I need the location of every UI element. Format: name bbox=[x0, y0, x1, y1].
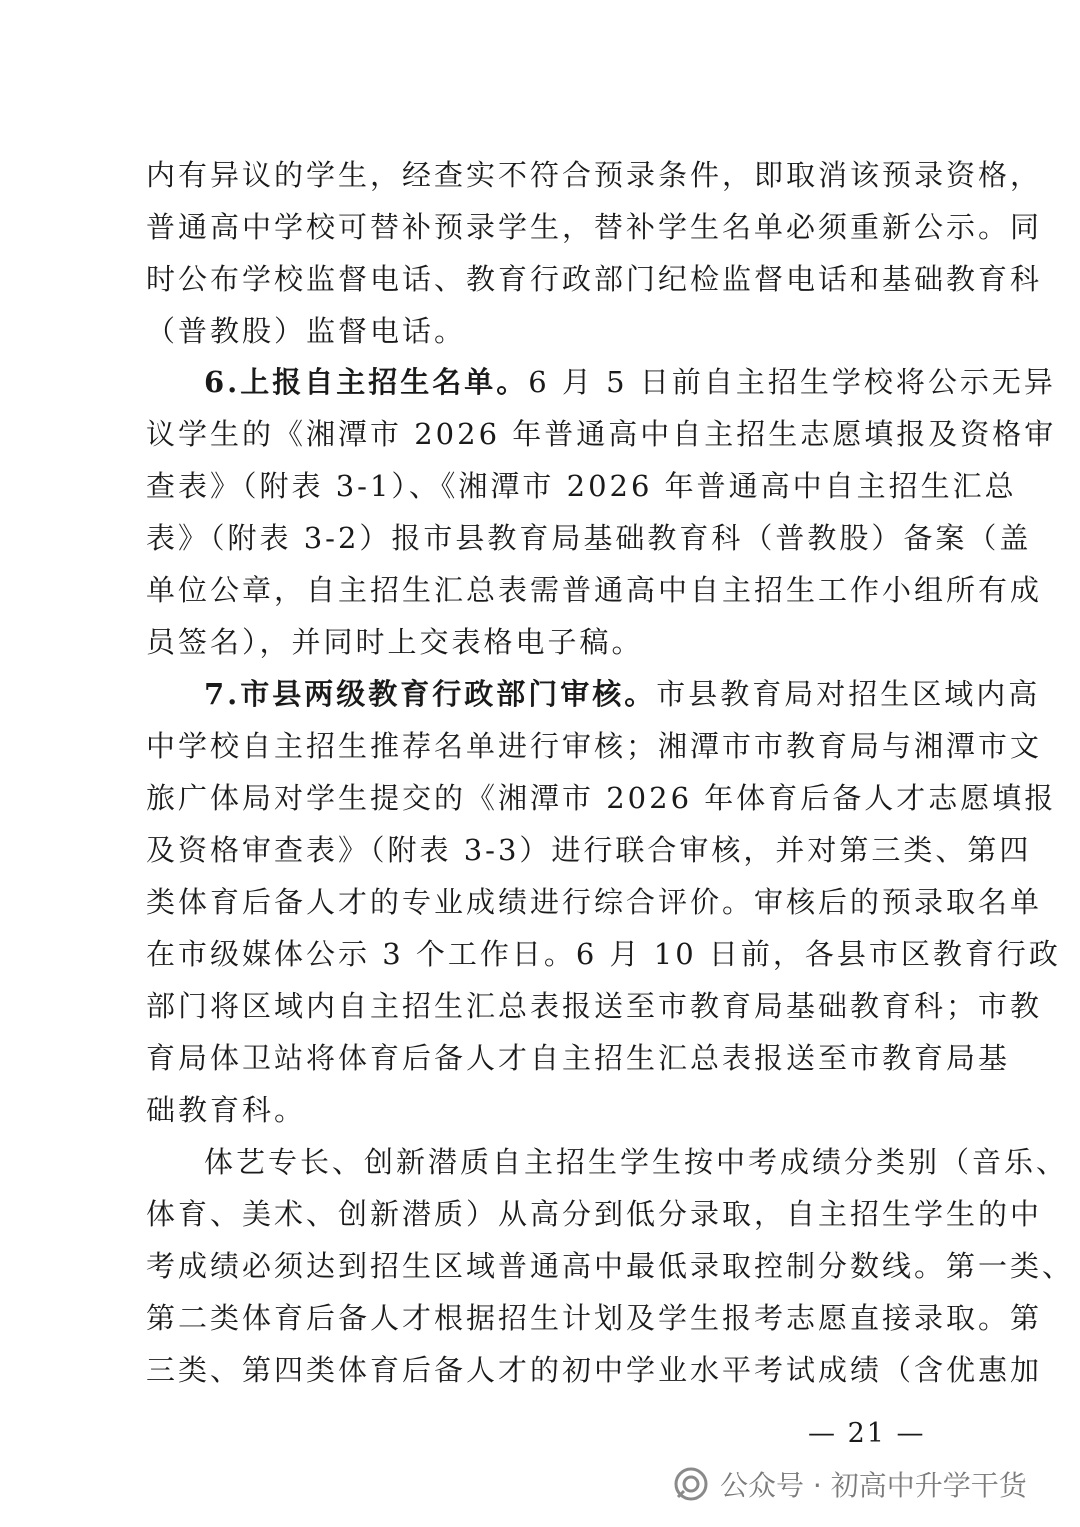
text-line: 员签名），并同时上交表格电子稿。 bbox=[146, 625, 644, 659]
paragraph-start-line: 体艺专长、创新潜质自主招生学生按中考成绩分类别（音乐、 bbox=[204, 1145, 1069, 1179]
page-number: — 21 — bbox=[808, 1418, 926, 1449]
wechat-official-account-icon bbox=[672, 1467, 710, 1501]
section-6-heading-line: 6.上报自主招生名单。6 月 5 日前自主招生学校将公示无异 bbox=[204, 365, 1056, 399]
section-7-heading-line: 7.市县两级教育行政部门审核。市县教育局对招生区域内高 bbox=[204, 677, 1041, 711]
watermark bbox=[672, 1462, 1027, 1506]
text-line: 三类、第四类体育后备人才的初中学业水平考试成绩（含优惠加 bbox=[146, 1353, 1043, 1387]
section-7-heading: 7.市县两级教育行政部门审核。 bbox=[204, 677, 657, 711]
text-line: （普教股）监督电话。 bbox=[146, 314, 467, 348]
text-line: 在市级媒体公示 3 个工作日。6 月 10 日前，各县市区教育行政 bbox=[146, 937, 1061, 971]
watermark-text: 公众号 · 初高中升学干货 bbox=[720, 1469, 1027, 1502]
text-line: 考成绩必须达到招生区域普通高中最低录取控制分数线。第一类、 bbox=[146, 1249, 1075, 1283]
text-line: 础教育科。 bbox=[146, 1093, 307, 1127]
text-line: 第二类体育后备人才根据招生计划及学生报考志愿直接录取。第 bbox=[146, 1301, 1043, 1335]
text-line: 表》（附表 3-2）报市县教育局基础教育科（普教股）备案（盖 bbox=[146, 521, 1032, 555]
text-line: 查表》（附表 3-1）、《湘潭市 2026 年普通高中自主招生汇总 bbox=[146, 469, 1017, 503]
text-line: 时公布学校监督电话、教育行政部门纪检监督电话和基础教育科 bbox=[146, 262, 1043, 296]
text-line: 普通高中学校可替补预录学生，替补学生名单必须重新公示。同 bbox=[146, 210, 1043, 244]
section-6-heading: 6.上报自主招生名单。 bbox=[204, 365, 529, 399]
text-line: 体育、美术、创新潜质）从高分到低分录取，自主招生学生的中 bbox=[146, 1197, 1043, 1231]
text-line: 部门将区域内自主招生汇总表报送至市教育局基础教育科；市教 bbox=[146, 989, 1043, 1023]
text-line: 旅广体局对学生提交的《湘潭市 2026 年体育后备人才志愿填报 bbox=[146, 781, 1057, 815]
text-line: 议学生的《湘潭市 2026 年普通高中自主招生志愿填报及资格审 bbox=[146, 417, 1057, 451]
text-line: 中学校自主招生推荐名单进行审核；湘潭市市教育局与湘潭市文 bbox=[146, 729, 1043, 763]
text-line: 育局体卫站将体育后备人才自主招生汇总表报送至市教育局基 bbox=[146, 1041, 1011, 1075]
text-line: 内有异议的学生，经查实不符合预录条件，即取消该预录资格， bbox=[146, 158, 1043, 192]
text-line: 类体育后备人才的专业成绩进行综合评价。审核后的预录取名单 bbox=[146, 885, 1043, 919]
text-line: 及资格审查表》（附表 3-3）进行联合审核，并对第三类、第四 bbox=[146, 833, 1032, 867]
text-line: 单位公章，自主招生汇总表需普通高中自主招生工作小组所有成 bbox=[146, 573, 1043, 607]
